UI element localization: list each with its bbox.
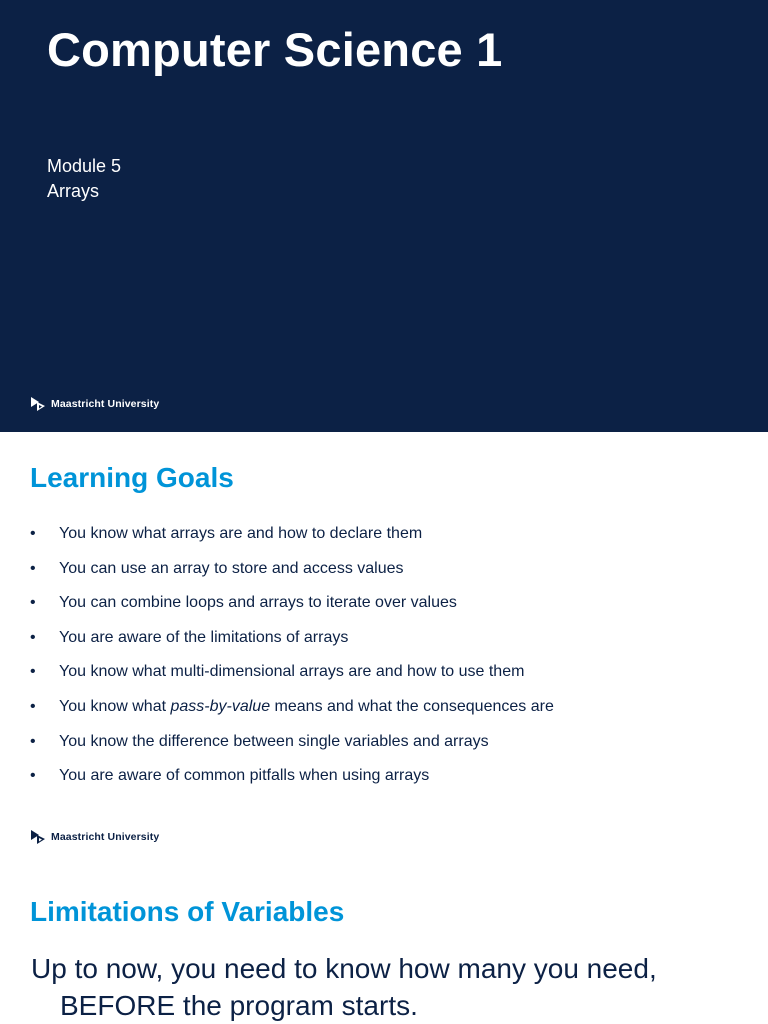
slide-title: Computer Science 1	[47, 23, 503, 76]
logo-text: Maastricht University	[51, 831, 160, 843]
bullet: •	[30, 594, 36, 612]
goal-text: You are aware of common pitfalls when using arrays	[59, 767, 430, 785]
maastricht-university-logo-icon	[30, 395, 46, 413]
learning-goals-heading: Learning Goals	[30, 462, 234, 493]
goal-text: You can combine loops and arrays to iterate over values	[59, 594, 457, 612]
list-item	[30, 626, 554, 661]
goal-text: You know what arrays are and how to declare them	[59, 525, 423, 542]
list-item	[30, 557, 554, 592]
list-item	[30, 591, 554, 626]
university-logo	[30, 395, 159, 413]
list-item	[30, 730, 554, 765]
university-logo	[30, 828, 159, 846]
goal-text: You know what multi-dimensional arrays are and how to use them	[59, 663, 525, 681]
goal-text: You can use an array to store and access values	[59, 559, 404, 577]
limitations-body: Up to now, you need to know how many you need, BEFORE the program starts.	[31, 953, 657, 1021]
bullet: •	[30, 559, 36, 577]
title-slide	[0, 0, 768, 432]
bullet: •	[30, 697, 36, 715]
module-label: Module 5	[47, 156, 122, 176]
learning-goals-slide	[0, 432, 768, 864]
topic-label: Arrays	[47, 181, 100, 201]
bullet: •	[30, 628, 36, 646]
bullet: •	[30, 525, 36, 542]
list-item	[30, 660, 554, 695]
goal-text-before: You know what	[59, 697, 171, 715]
goal-text-after: means and what the consequences are	[270, 697, 554, 715]
learning-goals-list	[30, 522, 554, 799]
list-item	[30, 764, 554, 799]
limitations-heading: Limitations of Variables	[30, 896, 345, 927]
limitations-slide	[0, 864, 768, 1024]
bullet: •	[30, 732, 36, 750]
goal-text: You are aware of the limitations of arrays	[59, 628, 349, 646]
goal-text: You know the difference between single variables and arrays	[59, 732, 489, 750]
maastricht-university-logo-icon	[30, 828, 46, 846]
goal-emphasis: pass-by-value	[170, 697, 271, 715]
bullet: •	[30, 663, 36, 681]
list-item	[30, 522, 554, 557]
list-item	[30, 695, 554, 730]
bullet: •	[30, 767, 36, 785]
logo-text: Maastricht University	[51, 398, 160, 410]
